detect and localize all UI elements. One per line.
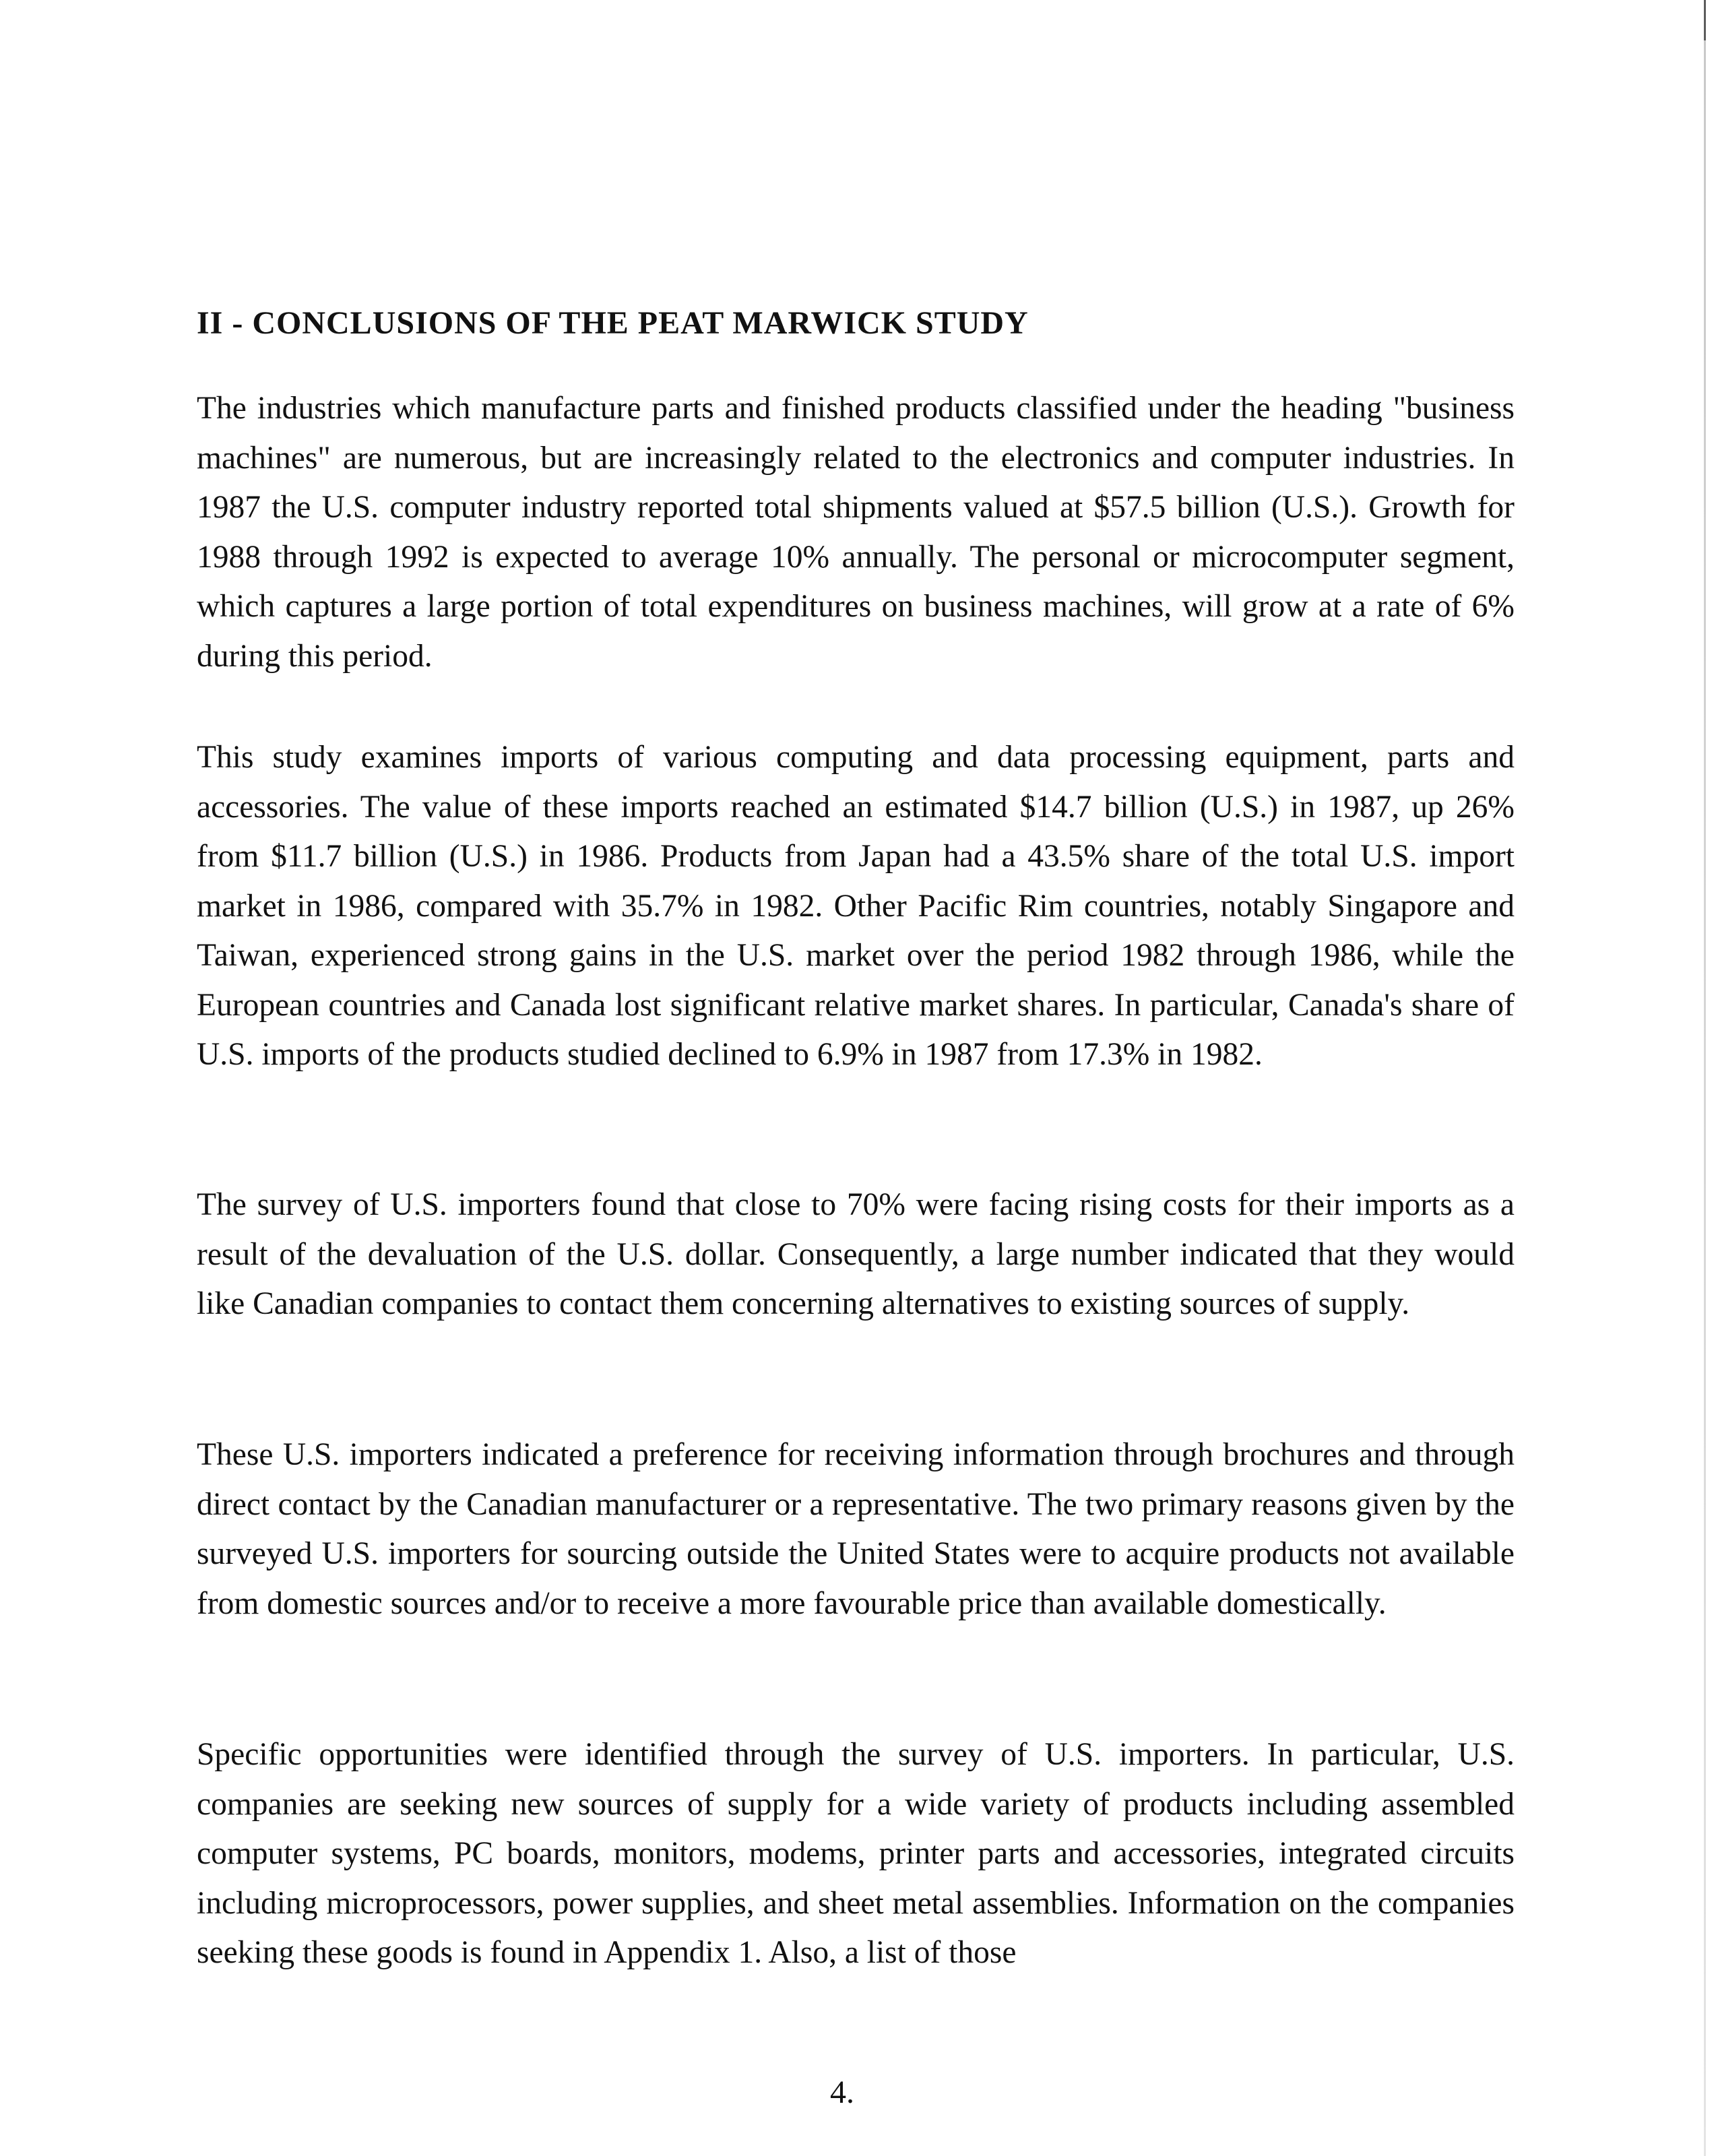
section-heading: II - CONCLUSIONS OF THE PEAT MARWICK STUDY — [197, 305, 1029, 341]
page-number: 4. — [830, 2074, 854, 2110]
paragraph-specific-opportunities: Specific opportunities were identified through the survey of U.S. importers. In particular, U.S. companies are seeking new sources of supply for a wide variety of products including assembled computer systems, PC boards, monitors, modems, printer parts and accessories, integrated circuits including microprocessors, power supplies, and sheet metal assemblies. Information on the companies seeking these goods is found in Appendix 1. Also, a list of those — [197, 1737, 1515, 1970]
paragraph-industry-overview: The industries which manufacture parts and finished products classified under the heading "business machines" are numerous, but are increasingly related to the electronics and computer industries. In 1987 the U.S. computer industry reported total shipments valued at $57.5 billion (U.S.). Growth for 1988 through 1992 is expected to average 10% annually. The personal or microcomputer segment, which captures a large portion of total expenditures on business machines, will grow at a rate of 6% during this period. — [197, 391, 1515, 674]
paragraph-importer-survey: The survey of U.S. importers found that close to 70% were facing rising costs for their imports as a result of the devaluation of the U.S. dollar. Consequently, a large number indicated that they would like Canadian companies to contact them concerning alternatives to existing sources of supply. — [197, 1187, 1515, 1321]
paragraph-import-statistics: This study examines imports of various computing and data processing equipment, parts and accessories. The value of these imports reached an estimated $14.7 billion (U.S.) in 1987, up 26% from $11.7 billion (U.S.) in 1986. Products from Japan had a 43.5% share of the total U.S. import market in 1986, compared with 35.7% in 1982. Other Pacific Rim countries, notably Singapore and Taiwan, experienced strong gains in the U.S. market over the period 1982 through 1986, while the European countries and Canada lost significant relative market shares. In particular, Canada's share of U.S. imports of the products studied declined to 6.9% in 1987 from 17.3% in 1982. — [197, 740, 1515, 1072]
paragraph-information-preferences: These U.S. importers indicated a preference for receiving information through brochures and through direct contact by the Canadian manufacturer or a representative. The two primary reasons given by the surveyed U.S. importers for sourcing outside the United States were to acquire products not available from domestic sources and/or to receive a more favourable price than available domestically. — [197, 1437, 1515, 1621]
scan-edge-line — [1704, 0, 1706, 2156]
